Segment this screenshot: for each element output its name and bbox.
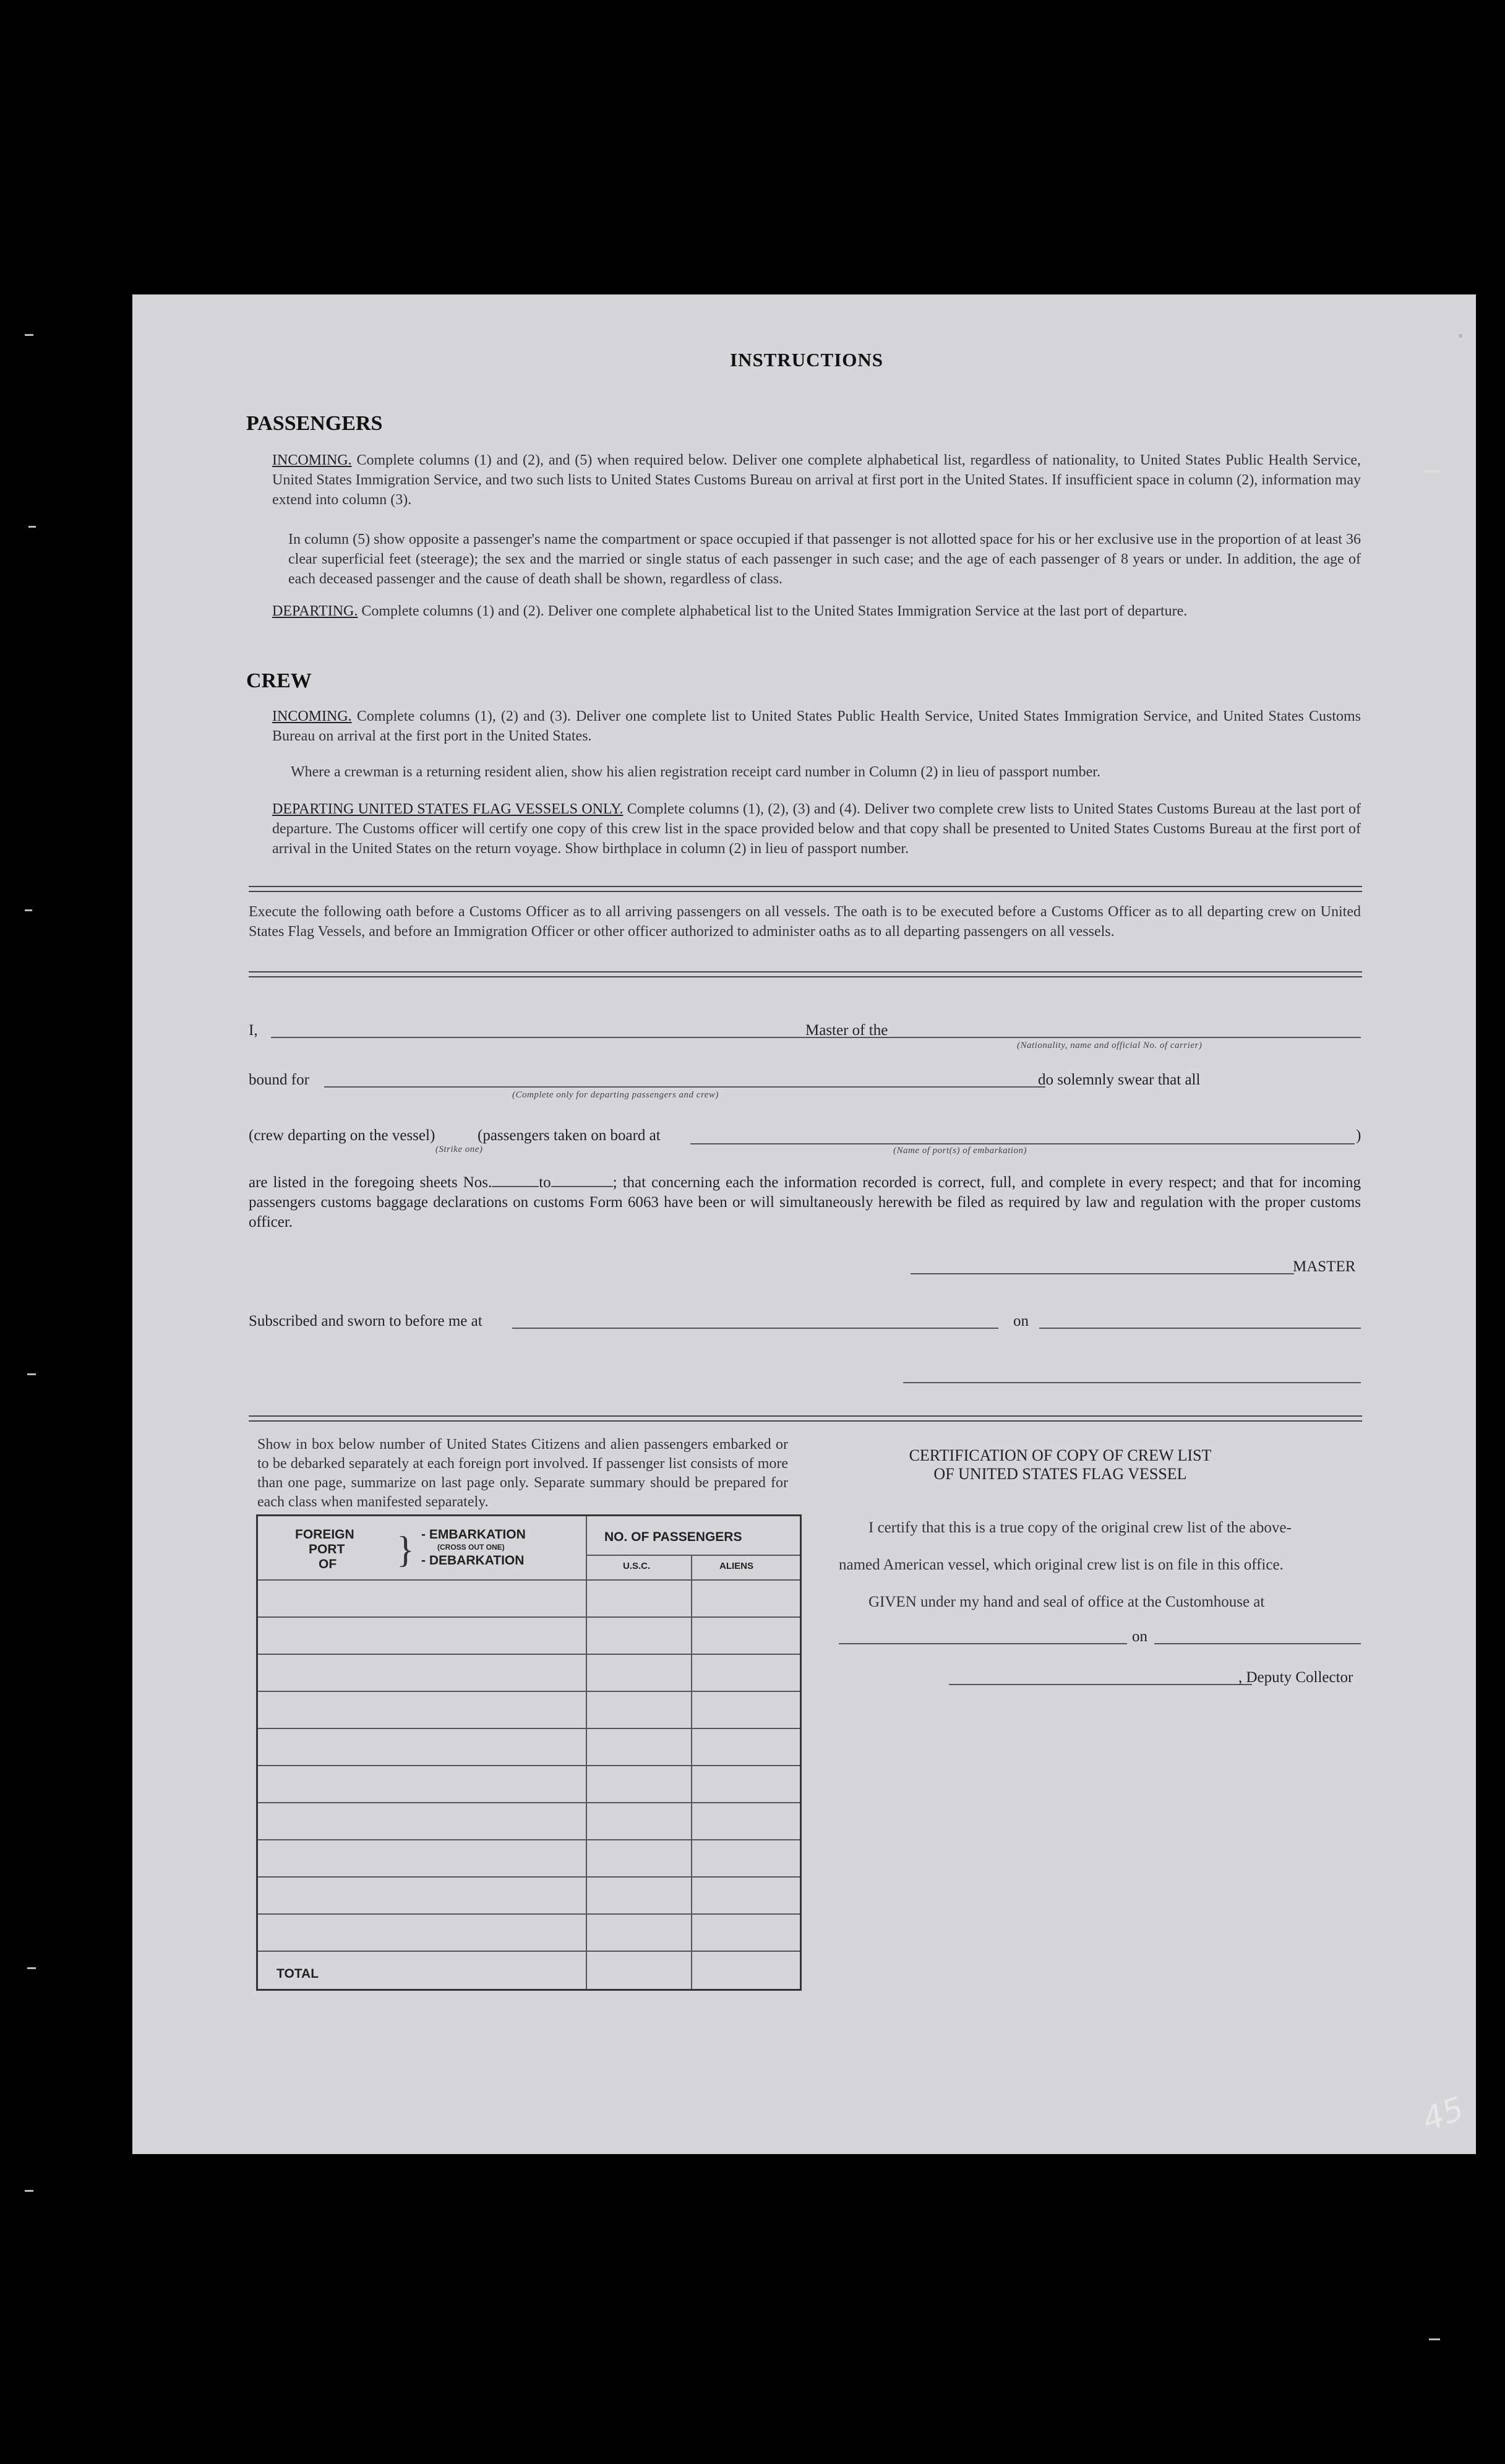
crew-departing-paragraph bbox=[272, 799, 1361, 859]
table-row-line bbox=[258, 1951, 800, 1952]
table-row-line bbox=[258, 1876, 800, 1878]
table-row-line bbox=[258, 1579, 800, 1581]
divider bbox=[249, 886, 1362, 892]
deputy-signature-field[interactable] bbox=[949, 1684, 1252, 1685]
certification-line-1: I certify that this is a true copy of the original crew list of the above- bbox=[868, 1519, 1292, 1536]
column-divider bbox=[586, 1516, 587, 1989]
incoming-label: INCOMING. bbox=[272, 452, 352, 468]
cross-out-caption: (CROSS OUT ONE) bbox=[437, 1543, 505, 1552]
departing-text: Complete columns (1) and (2). Deliver one complete alphabetical list to the United States Immigration Service at the last port of departure. bbox=[358, 603, 1188, 619]
listed-text-a: are listed in the foregoing sheets Nos. bbox=[249, 1174, 492, 1191]
sworn-on-label: on bbox=[1013, 1313, 1029, 1329]
table-row-line bbox=[258, 1839, 800, 1840]
incoming-text: Complete columns (1) and (2), and (5) when required below. Deliver one complete alphabetical list, regardless of nationality, to United States Public Health Service, United States Immigration Service, and two such lists to United States Customs Bureau on arrival at first port in the United States. If insufficient space in column (2), information may extend into column (3). bbox=[272, 452, 1361, 508]
header-divider bbox=[586, 1555, 800, 1556]
strike-caption: (Strike one) bbox=[435, 1144, 483, 1154]
debarkation-option[interactable]: - DEBARKATION bbox=[421, 1553, 525, 1568]
complete-only-caption: (Complete only for departing passengers and crew) bbox=[512, 1090, 719, 1100]
table-row-line bbox=[258, 1616, 800, 1618]
subscribed-label: Subscribed and sworn to before me at bbox=[249, 1313, 482, 1329]
column-divider bbox=[691, 1555, 692, 1989]
crew-departing-option[interactable]: (crew departing on the vessel) bbox=[249, 1127, 435, 1144]
master-signature-field[interactable] bbox=[911, 1273, 1294, 1274]
summary-instructions: Show in box below number of United States Citizens and alien passengers embarked or to be debarked separately at each foreign port involved. If passenger list consists of more than one page, summarize on last page only. Separate summary should be prepared for each class when manifested separately. bbox=[257, 1436, 788, 1510]
aliens-header: ALIENS bbox=[719, 1561, 754, 1571]
embarkation-option[interactable]: - EMBARKATION bbox=[421, 1527, 526, 1542]
certification-line-3: GIVEN under my hand and seal of office at the Customhouse at bbox=[868, 1594, 1265, 1610]
oath-i-label: I, bbox=[249, 1022, 258, 1039]
certification-date-field[interactable] bbox=[1154, 1643, 1361, 1644]
nationality-caption: (Nationality, name and official No. of carrier) bbox=[1017, 1041, 1203, 1050]
foreign-label: FOREIGN bbox=[295, 1527, 354, 1542]
customhouse-field[interactable] bbox=[839, 1643, 1127, 1644]
certification-title-2: OF UNITED STATES FLAG VESSEL bbox=[933, 1465, 1187, 1483]
listed-to: to bbox=[539, 1174, 551, 1191]
bound-for-field[interactable] bbox=[324, 1086, 1045, 1088]
carrier-field[interactable] bbox=[906, 1037, 1361, 1038]
embarkation-ports-field[interactable] bbox=[690, 1143, 1355, 1144]
bound-for-label: bound for bbox=[249, 1071, 309, 1088]
page-title: INSTRUCTIONS bbox=[730, 349, 884, 371]
port-label: PORT bbox=[309, 1542, 345, 1556]
total-label: TOTAL bbox=[277, 1967, 319, 1981]
sworn-place-field[interactable] bbox=[512, 1328, 998, 1329]
sheet-to-field[interactable] bbox=[551, 1186, 613, 1187]
passengers-heading: PASSENGERS bbox=[246, 412, 383, 435]
master-of-label: Master of the bbox=[805, 1022, 888, 1039]
handwritten-page-mark: 45 bbox=[1417, 2090, 1469, 2139]
officer-signature-field[interactable] bbox=[903, 1382, 1361, 1383]
column5-paragraph: In column (5) show opposite a passenger's name the compartment or space occupied if that passenger is not allotted space for his or her exclusive use in the proportion of at least 36 clear superficial feet (steerage); the sex and the married or single status of each passenger in such case; and the age of each passenger of 8 years or under. In addition, the age of each deceased passenger and the cause of death shall be shown, regardless of class. bbox=[288, 531, 1361, 587]
certification-title-1: CERTIFICATION OF COPY OF CREW LIST bbox=[909, 1446, 1212, 1464]
usc-header: U.S.C. bbox=[623, 1561, 651, 1571]
crew-departing-text: Complete columns (1), (2), (3) and (4). Deliver two complete crew lists to United States Customs Bureau at the last port of departure. The Customs officer will certify one copy of this crew list in the space provided below and that copy shall be presented to United States Customs Bureau at the first port of arrival in the United States on the return voyage. Show birthplace in column (2) in lieu of passport number. bbox=[272, 801, 1361, 857]
table-row-line bbox=[258, 1728, 800, 1729]
master-label: MASTER bbox=[1293, 1258, 1356, 1275]
listed-text-b: ; that concerning each the information recorded is correct, full, and complete in every respect; and that for incoming passengers customs baggage declarations on customs Form 6063 have been or will simultaneously herewith be filed as required by law and regulation with the proper customs officer. bbox=[249, 1174, 1361, 1230]
sworn-date-field[interactable] bbox=[1039, 1328, 1361, 1329]
close-paren: ) bbox=[1356, 1127, 1361, 1144]
table-row-line bbox=[258, 1654, 800, 1655]
deputy-collector-label: , Deputy Collector bbox=[1238, 1669, 1353, 1686]
certification-line-2: named American vessel, which original crew list is on file in this office. bbox=[839, 1556, 1284, 1573]
form-sheet bbox=[132, 294, 1476, 2154]
table-row-line bbox=[258, 1691, 800, 1692]
passengers-incoming-paragraph bbox=[272, 450, 1361, 510]
passenger-summary-table bbox=[256, 1514, 802, 1991]
passengers-taken-option[interactable]: (passengers taken on board at bbox=[478, 1127, 661, 1144]
crew-departing-label: DEPARTING UNITED STATES FLAG VESSELS ONLY. bbox=[272, 801, 624, 817]
table-row-line bbox=[258, 1802, 800, 1803]
crew-resident-paragraph: Where a crewman is a returning resident alien, show his alien registration receipt card number in Column (2) in lieu of passport number. bbox=[291, 764, 1100, 780]
crew-incoming-text: Complete columns (1), (2) and (3). Deliver one complete list to United States Public Health Service, United States Immigration Service, and United States Customs Bureau on arrival at the first port in the United States. bbox=[272, 708, 1361, 744]
departing-label: DEPARTING. bbox=[272, 603, 358, 619]
brace-icon: } bbox=[397, 1529, 414, 1570]
swear-text: do solemnly swear that all bbox=[1038, 1071, 1201, 1088]
table-row-line bbox=[258, 1765, 800, 1766]
oath-instructions: Execute the following oath before a Customs Officer as to all arriving passengers on all vessels. The oath is to be executed before a Customs Officer as to all departing crew on United States Flag Vessels, and before an Immigration Officer or other officer authorized to administer oaths as to all departing passengers on all vessels. bbox=[249, 904, 1361, 940]
passengers-departing-paragraph bbox=[272, 601, 1361, 621]
divider bbox=[249, 1415, 1362, 1422]
sheet-from-field[interactable] bbox=[492, 1186, 539, 1187]
divider bbox=[249, 971, 1362, 977]
crew-incoming-label: INCOMING. bbox=[272, 708, 352, 724]
table-row-line bbox=[258, 1913, 800, 1915]
crew-incoming-paragraph bbox=[272, 706, 1361, 746]
certification-on-label: on bbox=[1132, 1628, 1147, 1645]
crew-heading: CREW bbox=[246, 669, 312, 692]
listed-paragraph bbox=[249, 1173, 1361, 1232]
no-passengers-header: NO. OF PASSENGERS bbox=[604, 1530, 742, 1544]
ports-caption: (Name of port(s) of embarkation) bbox=[893, 1146, 1027, 1156]
of-label: OF bbox=[319, 1557, 337, 1571]
